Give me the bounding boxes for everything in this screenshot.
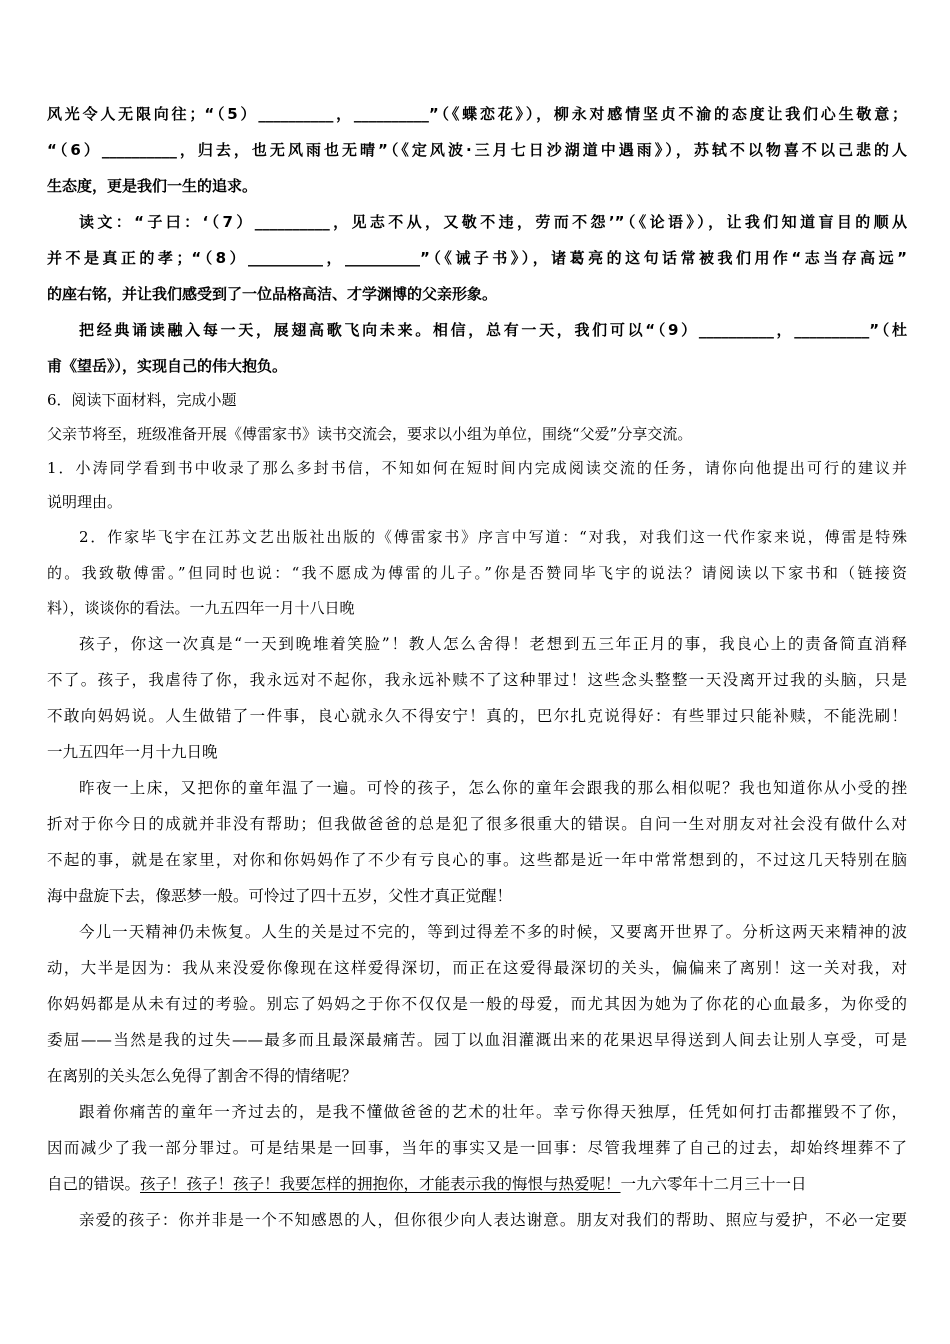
letter-2-para2-line-5: 在离别的关头怎么免得了割舍不得的情绪呢？ — [47, 1067, 358, 1085]
sub-question-1-line-1: 1．小涛同学看到书中收录了那么多封书信，不知如何在短时间内完成阅读交流的任务，请你向他提出可行的建议并 — [47, 459, 907, 477]
question-6-intro: 父亲节将至，班级准备开展《傅雷家书》读书交流会，要求以小组为单位，围绕“父爱”分享交流。 — [47, 425, 693, 443]
letter-2-line-3: 不起的事，就是在家里，对你和你妈妈作了不少有亏良心的事。这些都是近一年中常常想到的，不过这几天特别在脑 — [47, 851, 907, 869]
text-segment: 自己的错误。 — [47, 1175, 141, 1193]
classics-line-2: 并不是真正的孝；“（8）__________，__________”（《诫子书》），诸葛亮的这句话常被我们用作“志当存高远” — [47, 249, 907, 267]
closing-line-1: 把经典诵读融入每一天，展翅高歌飞向未来。相信，总有一天，我们可以“（9）__________，__________”（杜 — [79, 321, 907, 339]
classics-line-1: 读文：“子曰：‘（7）__________，见志不从，又敬不违，劳而不怨’”（《论语》），让我们知道盲目的顺从 — [79, 213, 907, 231]
letter-1-line-1: 孩子，你这一次真是“一天到晚堆着笑脸”！教人怎么舍得！老想到五三年正月的事，我良心上的责备简直消释 — [79, 635, 907, 653]
letter-3-date: 一九六零年十二月三十一日 — [620, 1175, 807, 1193]
poem-fill-line-1: 风光令人无限向往；“（5）__________，__________”（《蝶恋花》），柳永对感情坚贞不渝的态度让我们心生敬意； — [47, 105, 907, 123]
letter-2-date: 一九五四年一月十九日晚 — [47, 743, 218, 761]
letter-2-para2-line-4: 委屈——当然是我的过失——最多而且最深最痛苦。园丁以血泪灌溉出来的花果迟早得送到人间去让别人享受，可是 — [47, 1031, 907, 1049]
letter-2-para3-line-1: 跟着你痛苦的童年一齐过去的，是我不懂做爸爸的艺术的壮年。幸亏你得天独厚，任凭如何打击都摧毁不了你， — [79, 1103, 907, 1121]
letter-2-line-1: 昨夜一上床，又把你的童年温了一遍。可怜的孩子，怎么你的童年会跟我的那么相似呢？我也知道你从小受的挫 — [79, 779, 907, 797]
letter-3-line-1: 亲爱的孩子：你并非是一个不知感恩的人，但你很少向人表达谢意。朋友对我们的帮助、照应与爱护，不必一定要 — [79, 1211, 907, 1229]
underlined-sentence: 孩子！孩子！孩子！我要怎样的拥抱你，才能表示我的悔恨与热爱呢！ — [140, 1175, 621, 1193]
sub-question-2-line-3: 料），谈谈你的看法。一九五四年一月十八日晚 — [47, 599, 355, 617]
letter-2-para2-line-1: 今儿一天精神仍未恢复。人生的关是过不完的，等到过得差不多的时候，又要离开世界了。分析这两天来精神的波 — [79, 923, 907, 941]
poem-fill-line-2: “（6）__________，归去，也无风雨也无晴”（《定风波·三月七日沙湖道中遇雨》），苏轼不以物喜不以己悲的人 — [47, 141, 907, 159]
poem-fill-line-3: 生态度，更是我们一生的追求。 — [47, 177, 258, 195]
letter-2-para2-line-3: 你妈妈都是从未有过的考验。别忘了妈妈之于你不仅仅是一般的母爱，而尤其因为她为了你花的心血最多，为你受的 — [47, 995, 907, 1013]
letter-2-line-4: 海中盘旋下去，像恶梦一般。可怜过了四十五岁，父性才真正觉醒！ — [47, 887, 513, 905]
sub-question-2-line-2: 的。我致敬傅雷。”但同时也说：“我不愿成为傅雷的儿子。”你是否赞同毕飞宇的说法？请阅读以下家书和（链接资 — [47, 564, 907, 582]
letter-2-para3-line-3 — [47, 1173, 907, 1195]
closing-line-2: 甫《望岳》），实现自己的伟大抱负。 — [47, 357, 288, 375]
sub-question-1-line-2: 说明理由。 — [47, 493, 123, 511]
sub-question-2-line-1: 2．作家毕飞宇在江苏文艺出版社出版的《傅雷家书》序言中写道：“对我，对我们这一代作家来说，傅雷是特殊 — [79, 528, 907, 546]
letter-1-line-2: 不了。孩子，我虐待了你，我永远对不起你，我永远补赎不了这种罪过！这些念头整整一天没离开过我的头脑，只是 — [47, 671, 907, 689]
classics-line-3: 的座右铭，并让我们感受到了一位品格高洁、才学渊博的父亲形象。 — [47, 285, 498, 303]
letter-2-line-2: 折对于你今日的成就并非没有帮助；但我做爸爸的总是犯了很多很重大的错误。自问一生对朋友对社会没有做什么对 — [47, 815, 907, 833]
letter-2-para3-line-2: 因而减少了我一部分罪过。可是结果是一回事，当年的事实又是一回事：尽管我埋葬了自己的过去，却始终埋葬不了 — [47, 1139, 907, 1157]
letter-2-para2-line-2: 动，大半是因为：我从来没爱你像现在这样爱得深切，而正在这爱得最深切的关头，偏偏来了离别！这一关对我，对 — [47, 959, 907, 977]
letter-1-line-3: 不敢向妈妈说。人生做错了一件事，良心就永久不得安宁！真的，巴尔扎克说得好：有些罪过只能补赎，不能洗刷！ — [47, 707, 907, 725]
question-6-heading: 6．阅读下面材料，完成小题 — [47, 391, 237, 409]
